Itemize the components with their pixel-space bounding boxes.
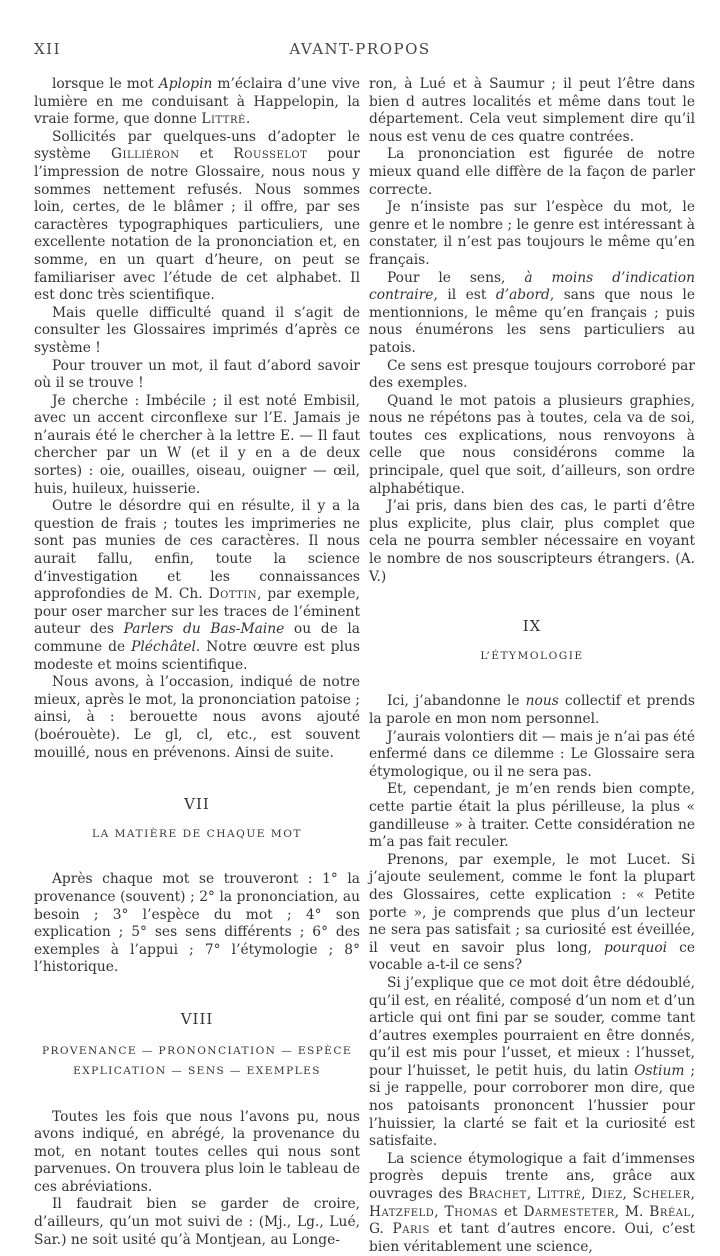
italic-text: Ostium — [634, 1062, 685, 1079]
paragraph: Outre le désordre qui en résulte, il y a la question de frais ; toutes les imprimeries ne sont pas munies de ces caractères. Il nous aurait fallu, enfin, toute la science d’investigation et les connaissances approfondies de M. Ch. Dottin, par exemple, pour oser marcher sur les traces de l’éminent auteur des Parlers du Bas-Maine ou de la commune de Pléchâtel. Notre œuvre est plus modeste et moins scientifique. — [34, 498, 360, 673]
paragraph: Il faudrait bien se garder de croire, d’ailleurs, qu’un mot suivi de : (Mj., Lg., Lué, Sar.) ne soit usité qu’à Montjean, au Longe- — [34, 1196, 360, 1248]
small-caps-name: Littré — [536, 1186, 582, 1203]
paragraph: Prenons, par exemple, le mot Lucet. Si j’ajoute seulement, comme le font la plupart des Glossaires, cette explication : « Petite porte », je comprends que plus d’un lecteur ne sera pas satisfait ; sa curiosité est éveillée, il veut en savoir plus long, pourquoi ce vocable a-t-il ce sens? — [369, 851, 696, 974]
section-number: VIII — [180, 1009, 214, 1028]
paragraph: Et, cependant, je m’en rends bien compte, cette partie était la plus périlleuse, la plus « gandilleuse » à traiter. Cette considération ne m’a pas fait reculer. — [369, 781, 695, 851]
running-title: AVANT-PROPOS — [289, 40, 431, 58]
small-caps-name: Thomas — [444, 1203, 498, 1220]
small-caps-name: Gilliéron — [111, 146, 180, 163]
section-title: LA MATIÈRE DE CHAQUE MOT — [92, 827, 302, 840]
section-title-line: PROVENANCE — PRONONCIATION — ESPÈCE — [42, 1044, 352, 1057]
page-number: XII — [34, 40, 62, 58]
paragraph: La science étymologique a fait d’immenses progrès depuis trente ans, grâce aux ouvrages des Brachet, Littré, Diez, Scheler, Hatzfeld, Thomas et Darmesteter, M. Bréal, G. Paris et tant d’autres encore. Oui, c’est bien véritablement une science, — [369, 1150, 696, 1255]
page-header — [34, 40, 686, 60]
italic-text: Pléchâtel — [131, 639, 196, 655]
italic-text: pourquoi — [604, 939, 668, 956]
paragraph: J’ai pris, dans bien des cas, le parti d’être plus explicite, plus clair, plus complet que cela ne pourra sembler nécessaire en voyant le nombre de nos souscripteurs étrangers. (A. V.) — [369, 498, 695, 585]
paragraph: Après chaque mot se trouveront : 1° la provenance (souvent) ; 2° la prononciation, au besoin ; 3° l’espèce du mot ; 4° son explication ; 5° ses sens différents ; 6° des exemples à l’appui ; 7° l’étymologie ; 8° l’historique. — [34, 871, 360, 976]
small-caps-name: Rousselot — [233, 146, 308, 163]
section-title: L’ÉTYMOLOGIE — [480, 649, 584, 662]
small-caps-name: Paris — [392, 1221, 430, 1238]
small-caps-name: Scheler — [632, 1186, 691, 1203]
small-caps-name: Diez — [591, 1186, 623, 1203]
italic-text: Aplopin — [158, 76, 213, 92]
paragraph: Nous avons, à l’occasion, indiqué de notre mieux, après le mot, la prononciation patoise ; ainsi, à : berouette nous avons ajouté (boérouète). Le gl, cl, etc., est souvent mouillé, nous en prévenons. Ainsi de suite. — [34, 674, 360, 761]
paragraph: Ici, j’abandonne le nous collectif et prends la parole en mon nom personnel. — [369, 693, 695, 727]
left-column — [34, 76, 360, 1249]
small-caps-name: Littré — [201, 111, 246, 128]
section-title-line: EXPLICATION — SENS — EXEMPLES — [73, 1064, 321, 1077]
section-number: VII — [184, 795, 210, 814]
paragraph: Pour trouver un mot, il faut d’abord savoir où il se trouve ! — [34, 357, 360, 392]
paragraph: Toutes les fois que nous l’avons pu, nous avons indiqué, en abrégé, la provenance du mot, en notant toutes celles qui nous sont parvenues. On trouvera plus loin le tableau de ces abréviations. — [34, 1108, 360, 1195]
small-caps-name: Brachet — [468, 1186, 527, 1203]
italic-text: d’abord — [495, 287, 550, 304]
section-title — [34, 1041, 360, 1081]
italic-text: à moins d’indication contraire — [369, 269, 695, 304]
paragraph: La prononciation est figurée de notre mieux quand elle diffère de la façon de parler correcte. — [369, 146, 695, 198]
small-caps-name: Bréal — [649, 1203, 691, 1220]
paragraph: Quand le mot patois a plusieurs graphies, nous ne répétons pas à toutes, cela va de soi, toutes ces explications, nous renvoyons à celle que nous considérons comme la principale, quel que soit, d’ailleurs, son ordre alphabétique. — [369, 392, 695, 497]
paragraph: lorsque le mot Aplopin m’éclaira d’une vive lumière en me conduisant à Happelopin, la vraie forme, que donne Littré. — [34, 76, 360, 128]
small-caps-name: Darmesteter — [523, 1203, 615, 1220]
paragraph: Je n’insiste pas sur l’espèce du mot, le genre et le nombre ; le genre est intéressant à constater, il n’est pas toujours le même qu’en français. — [369, 199, 695, 268]
paragraph: Ce sens est presque toujours corroboré par des exemples. — [369, 357, 695, 392]
paragraph: ron, à Lué et à Saumur ; il peut l’être dans bien d autres localités et même dans tout le département. Cela veut simplement dire qu’il nous est venu de ces quatre contrées. — [369, 76, 695, 145]
paragraph: Si j’explique que ce mot doit être dédoublé, qu’il est, en réalité, composé d’un nom et d’un article qui ont fini par se souder, comme tant d’autres exemples pourraient en être donnés, qu’il est mis pour l’usset, et mieux : l’husset, pour l’huisset, le petit huis, du latin Ostium ; si je rappelle, pour corroborer mon dire, que nos patoisants prononcent l’hussier pour l’huissier, la clarté se fait et la curiosité est satisfaite. — [369, 974, 695, 1150]
paragraph: Je cherche : Imbécile ; il est noté Embisil, avec un accent circonflexe sur l’E. Jamais je n’aurais été le chercher à la lettre E. — Il faut chercher par un W (et il y en a de deux sortes) : oie, ouailles, oiseau, ouigner — œil, huis, huileux, huisserie. — [34, 392, 360, 497]
small-caps-name: Dottin — [208, 586, 258, 603]
section-number: IX — [522, 617, 542, 636]
right-column — [369, 76, 695, 1256]
paragraph: Sollicités par quelques-uns d’adopter le système Gilliéron et Rousselot pour l’impression de notre Glossaire, nous nous y sommes nettement refusés. Nous sommes loin, certes, de le blâmer ; il offre, par ses caractères typographiques particuliers, une excellente notation de la prononciation et, en somme, en un quart d’heure, on peut se familiariser avec l’étude de cet alphabet. Il est donc très scientifique. — [34, 128, 360, 304]
paragraph: Mais quelle difficulté quand il s’agit de consulter les Glossaires imprimés d’après ce système ! — [34, 304, 360, 356]
italic-text: nous — [525, 693, 559, 710]
small-caps-name: Hatzfeld — [369, 1203, 435, 1220]
paragraph: J’aurais volontiers dit — mais je n’ai pas été enfermé dans ce dilemme : Le Glossaire sera étymologique, ou il ne sera pas. — [369, 728, 695, 780]
paragraph: Pour le sens, à moins d’indication contraire, il est d’abord, sans que nous le mentionnions, le même qu’en français ; puis nous énumérons les sens particuliers au patois. — [369, 269, 695, 356]
italic-text: Parlers du Bas-Maine — [123, 621, 285, 638]
